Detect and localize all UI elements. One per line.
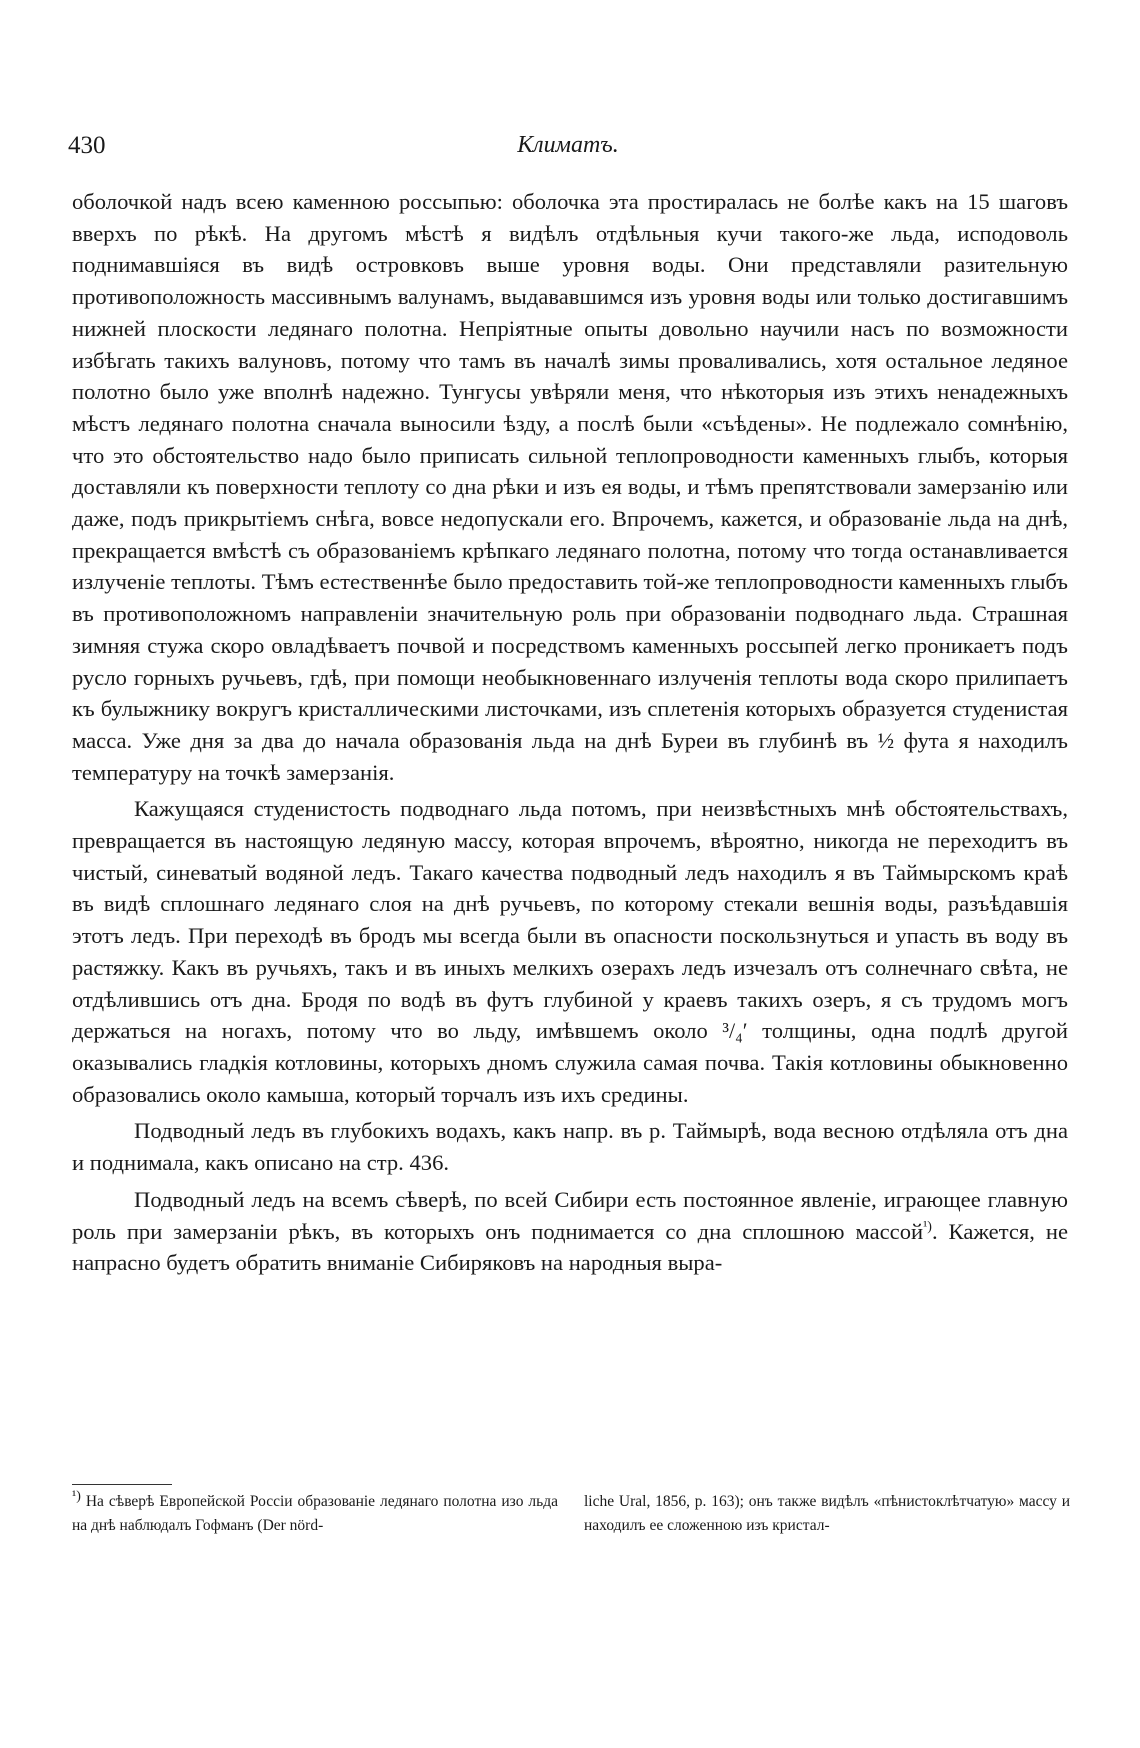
paragraph-4-tail: . Кажется, не напрасно будетъ обратить вниманіе Сибиряковъ на народныя выра- bbox=[72, 1218, 1068, 1276]
paragraph-4 bbox=[72, 1184, 1068, 1279]
footnote-left-text: На сѣверѣ Европейской Россіи образованіе ледянаго полотна изо льда на днѣ наблюдалъ Гофманъ (Der nörd- bbox=[72, 1493, 559, 1534]
fraction-half: ½ bbox=[877, 727, 895, 753]
paragraph-1-text: оболочкой надъ всею каменною россыпью: оболочка эта простиралась не болѣе какъ на 15 шаговъ вверхъ по рѣкѣ. На другомъ мѣстѣ я видѣлъ отдѣльныя кучи такого-же льда, исподоволь поднимавшіяся въ видѣ островковъ выше уровня воды. Они представляли разительную противоположность массивнымъ валунамъ, выдававшимся изъ уровня воды или только достигавшимъ нижней плоскости ледянаго полотна. Непріятные опыты довольно научили насъ по возможности избѣгать такихъ валуновъ, потому что тамъ въ началѣ зимы проваливались, хотя остальное ледяное полотно было уже вполнѣ надежно. Тунгусы увѣряли меня, что нѣкоторыя изъ этихъ ненадежныхъ мѣстъ ледянаго полотна сначала выносили ѣзду, а послѣ были «съѣдены». Не подлежало сомнѣнію, что это обстоятельство надо было приписать сильной теплопроводности каменныхъ глыбъ, которыя доставляли къ поверхности теплоту со дна рѣки и изъ ея воды, и тѣмъ препятствовали замерзанію или даже, подъ прикрытіемъ снѣга, вовсе недопускали его. Впрочемъ, кажется, и образованіе льда на днѣ, прекращается вмѣстѣ съ образованіемъ крѣпкаго ледянаго полотна, потому что тогда останавливается излученіе теплоты. Тѣмъ естественнѣе было предоставить той-же теплопроводности каменныхъ глыбъ въ противоположномъ направленіи значительную роль при образованіи подводнаго льда. Страшная зимняя стужа скоро овладѣваетъ почвой и посредствомъ каменныхъ россыпей легко проникаетъ подъ русло горныхъ ручьевъ, гдѣ, при помощи необыкновеннаго излученія теплоты вода скоро прилипаетъ къ булыжнику вокругъ кристаллическими листочками, изъ сплетенія которыхъ образуется студенистая масса. Уже дня за два до начала образованія льда на днѣ Буреи въ глубинѣ въ bbox=[72, 189, 1068, 753]
paragraph-4-text: Подводный ледъ на всемъ сѣверѣ, по всей Сибири есть постоянное явленіе, играющее главную роль при замерзаніи рѣкъ, въ которыхъ онъ поднимается со дна сплошною массой bbox=[72, 1186, 1068, 1244]
footnote-reference: ¹) bbox=[923, 1218, 932, 1234]
paragraph-2 bbox=[72, 793, 1068, 1110]
page-header bbox=[68, 132, 1068, 164]
fraction-three-quarters: ³/₄′ bbox=[722, 1018, 748, 1044]
body-text bbox=[72, 186, 1068, 1284]
paragraph-1-tail: фута я находилъ температуру на точкѣ замерзанія. bbox=[72, 727, 1068, 785]
paragraph-3 bbox=[72, 1115, 1068, 1178]
paragraph-2-tail: толщины, одна подлѣ другой оказывались гладкія котловины, которыхъ дномъ служила самая почва. Такія котловины обыкновенно образовались около камыша, который торчалъ изъ ихъ средины. bbox=[72, 1018, 1069, 1107]
footnote-rule bbox=[72, 1484, 172, 1485]
running-head: Климатъ. bbox=[517, 132, 619, 158]
footnote-left-column bbox=[72, 1490, 558, 1538]
page-number: 430 bbox=[68, 132, 106, 159]
paragraph-1 bbox=[72, 186, 1068, 788]
footnote-marker: ¹) bbox=[72, 1488, 81, 1504]
paragraph-2-text: Кажущаяся студенистость подводнаго льда потомъ, при неизвѣстныхъ мнѣ обстоятельствахъ, превращается въ настоящую ледяную массу, которая впрочемъ, вѣроятно, никогда не переходитъ въ чистый, синеватый водяной ледъ. Такаго качества подводный ледъ находилъ я въ Таймырскомъ краѣ въ видѣ сплошнаго ледянаго слоя на днѣ ручьевъ, по которому стекали вешнія воды, разъѣдавшія этотъ ледъ. При переходѣ въ бродъ мы всегда были въ опасности поскользнуться и упасть въ воду въ растяжку. Какъ въ ручьяхъ, такъ и въ иныхъ мелкихъ озерахъ ледъ изчезалъ отъ солнечнаго свѣта, не отдѣлившись отъ дна. Бродя по водѣ въ футъ глубиной у краевъ такихъ озеръ, я съ трудомъ могъ держаться на ногахъ, потому что во льду, имѣвшемъ около bbox=[72, 796, 1068, 1044]
footnote-right-column: liche Ural, 1856, p. 163); онъ также видѣлъ «пѣнистоклѣтчатую» массу и находилъ ее сложенною изъ кристал- bbox=[584, 1493, 1070, 1534]
paragraph-3-text: Подводный ледъ въ глубокихъ водахъ, какъ напр. въ р. Таймырѣ, вода весною отдѣляла отъ дна и поднимала, какъ описано на стр. 436. bbox=[72, 1118, 1068, 1176]
